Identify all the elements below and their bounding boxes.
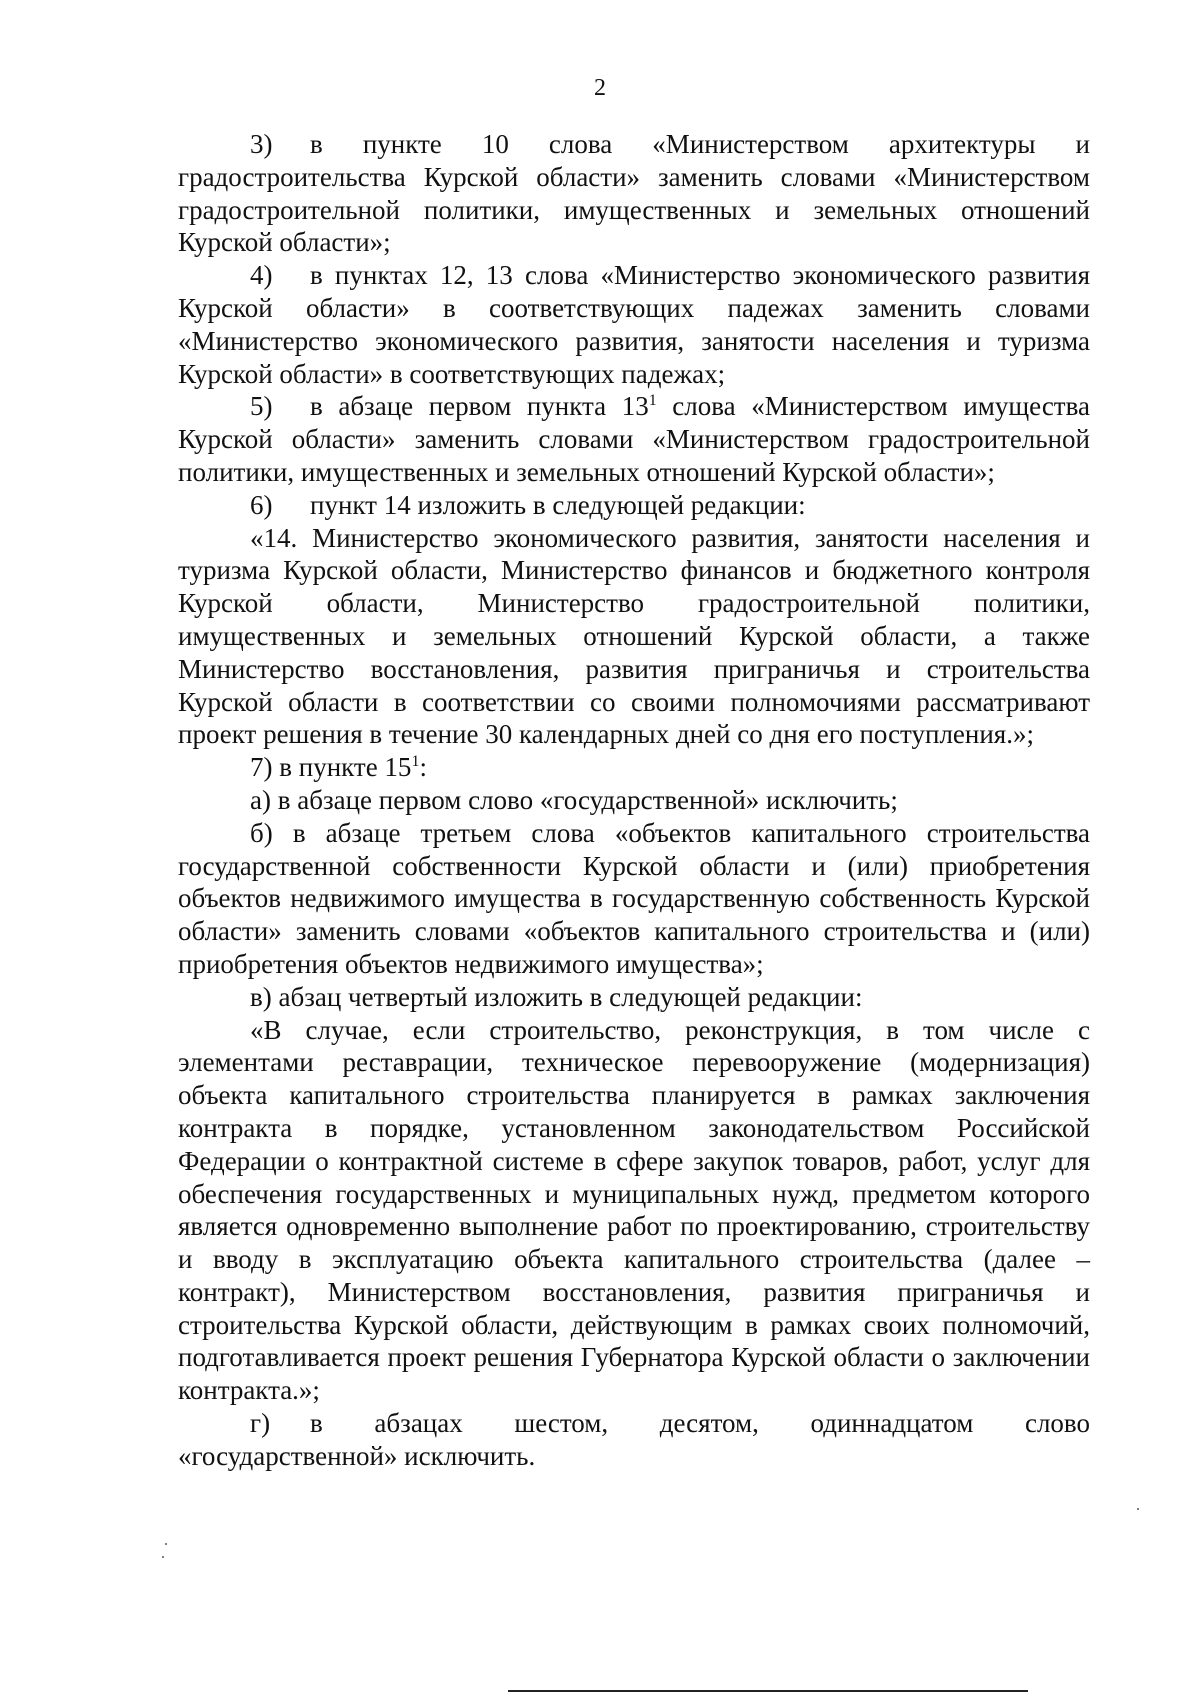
item-marker: 3) — [250, 129, 273, 159]
scan-speck — [1137, 1508, 1139, 1510]
paragraph-sub-v — [178, 981, 1090, 1014]
page-number: 2 — [594, 75, 606, 101]
paragraph-text: пункт 14 изложить в следующей редакции: — [310, 489, 806, 520]
item-marker: 6) — [250, 489, 273, 520]
paragraph-item-7 — [178, 751, 1090, 784]
paragraph-text: б) в абзаце третьем слова «объектов капитального строительства государственной собственности Курской области и (или) приобретения объектов недвижимого имущества в государственную собственность Курской области» заменить словами «объектов капитального строительства и (или) приобретения объектов недвижимого имущества»; — [178, 817, 1090, 979]
paragraph-text: слова «Министерством имущества Курской области» заменить словами «Министерством градостроительной политики, имущественных и земельных отношений Курской области»; — [178, 391, 1090, 487]
item-marker: г) — [250, 1408, 271, 1439]
paragraph-text: : — [419, 752, 427, 783]
paragraph-text: 7) в пункте 15 — [250, 752, 412, 783]
document-body — [178, 128, 1090, 1473]
paragraph-quote-14 — [178, 522, 1090, 752]
paragraph-text: «В случае, если строительство, реконструкция, в том числе с элементами реставрации, техническое перевооружение (модернизация) объекта капитального строительства планируется в рамках заключения контракта в порядке, установленном законодательством Российской Федерации о контрактной системе в сфере закупок товаров, работ, услуг для обеспечения государственных и муниципальных нужд, предметом которого является одновременно выполнение работ по проектированию, строительству и вводу в эксплуатацию объекта капитального строительства (далее – контракт), Министерством восстановления, развития приграничья и строительства Курской области, действующим в рамках своих полномочий, подготавливается проект решения Губернатора Курской области о заключении контракта.»; — [178, 1014, 1090, 1406]
paragraph-item-5 — [178, 390, 1090, 488]
paragraph-text: в пункте 10 слова «Министерством архитектуры и градостроительства Курской области» заменить словами «Министерством градостроительной политики, имущественных и земельных отношений Курской области»; — [178, 129, 1090, 258]
item-marker: 4) — [250, 260, 273, 291]
scan-edge-line — [508, 1690, 1028, 1692]
paragraph-text: в абзаце первом пункта 13 — [310, 391, 649, 422]
scan-speck — [165, 1543, 167, 1545]
paragraph-text: а) в абзаце первом слово «государственной» исключить; — [250, 784, 898, 815]
paragraph-text: в пунктах 12, 13 слова «Министерство экономического развития Курской области» в соответствующих падежах заменить словами «Министерство экономического развития, занятости населения и туризма Курской области» в соответствующих падежах; — [178, 260, 1090, 389]
paragraph-item-6 — [178, 489, 1090, 522]
superscript: 1 — [411, 753, 420, 771]
paragraph-sub-b — [178, 817, 1090, 981]
paragraph-item-4 — [178, 259, 1090, 390]
paragraph-sub-g — [178, 1407, 1090, 1473]
paragraph-item-3 — [178, 128, 1090, 259]
paragraph-text: «14. Министерство экономического развития, занятости населения и туризма Курской области, Министерство финансов и бюджетного контроля Курской области, Министерство градостроительной политики, имущественных и земельных отношений Курской области, а также Министерство восстановления, развития приграничья и строительства Курской области в соответствии со своими полномочиями рассматривают проект решения в течение 30 календарных дней со дня его поступления.»; — [178, 522, 1090, 750]
scan-speck — [162, 1556, 164, 1558]
paragraph-sub-a — [178, 784, 1090, 817]
paragraph-text: в абзацах шестом, десятом, одиннадцатом слово «государственной» исключить. — [178, 1408, 1090, 1471]
item-marker: 5) — [250, 391, 273, 422]
paragraph-quote-abzac — [178, 1014, 1090, 1408]
paragraph-text: в) абзац четвертый изложить в следующей редакции: — [250, 981, 863, 1012]
superscript: 1 — [648, 392, 657, 410]
